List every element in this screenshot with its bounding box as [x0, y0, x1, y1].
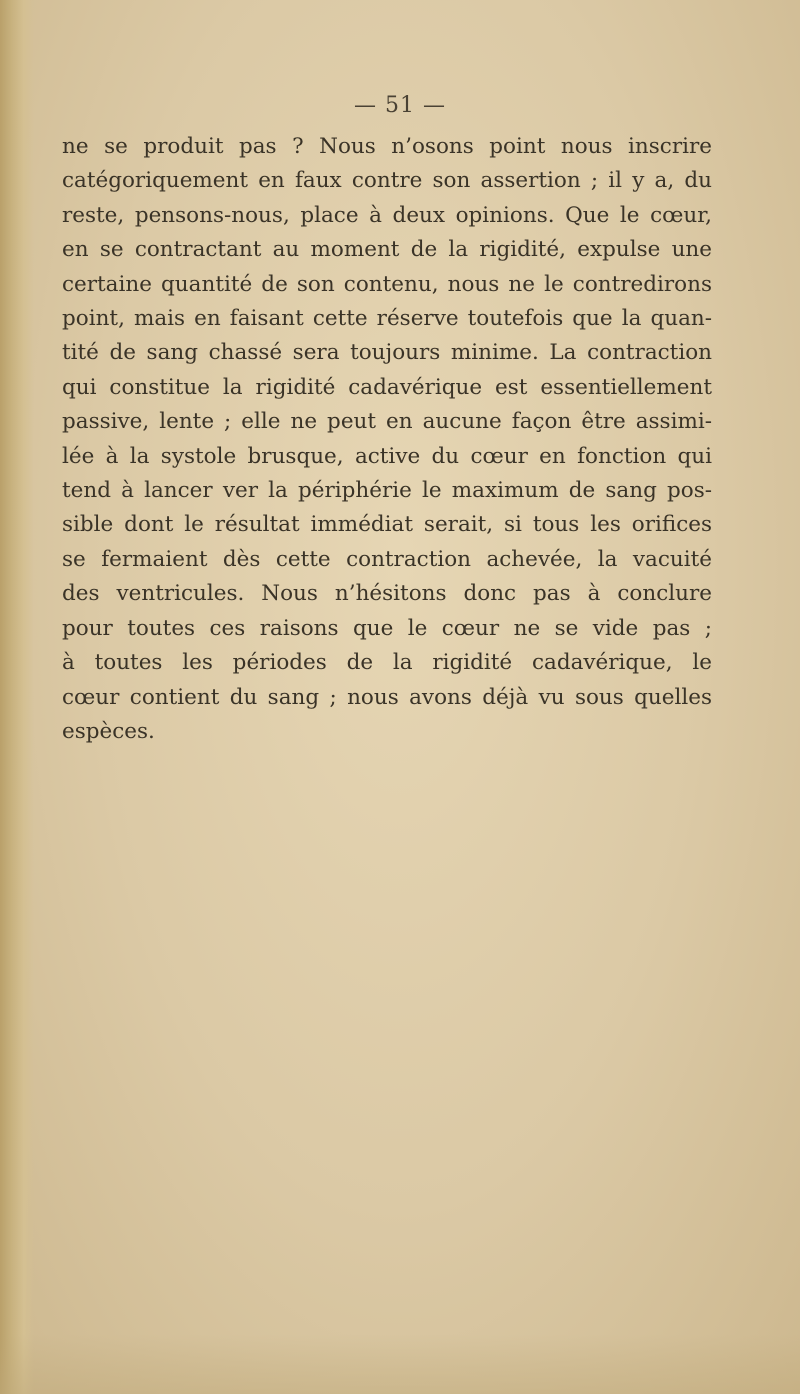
text-line: lée à la systole brusque, active du cœur en fonction qui [62, 443, 712, 469]
text-line: se fermaient dès cette contraction achevée, la vacuité [62, 546, 712, 572]
text-line: espèces. [62, 718, 155, 744]
text-line: catégoriquement en faux contre son assertion ; il y a, du [62, 168, 712, 194]
text-line: à toutes les périodes de la rigidité cadavérique, le [62, 650, 712, 676]
text-line: pour toutes ces raisons que le cœur ne se vide pas ; [62, 615, 712, 641]
text-line: passive, lente ; elle ne peut en aucune façon être assimi- [62, 409, 712, 435]
text-line: tend à lancer ver la périphérie le maximum de sang pos- [62, 478, 712, 504]
text-line: tité de sang chassé sera toujours minime. La contraction [62, 340, 712, 366]
page-bottom-shadow [0, 1334, 800, 1394]
page-number: — 51 — [354, 93, 446, 118]
text-line: cœur contient du sang ; nous avons déjà vu sous quelles [62, 684, 712, 710]
text-line: des ventricules. Nous n’hésitons donc pas à conclure [62, 581, 712, 607]
text-line: certaine quantité de son contenu, nous ne le contredirons [62, 271, 712, 297]
body-paragraph [62, 130, 712, 749]
text-line: sible dont le résultat immédiat serait, si tous les orifices [62, 512, 712, 538]
text-line: reste, pensons-nous, place à deux opinions. Que le cœur, [62, 202, 712, 228]
text-line: point, mais en faisant cette réserve toutefois que la quan- [62, 306, 712, 332]
page-binding-edge [0, 0, 34, 1394]
text-line: ne se produit pas ? Nous n’osons point nous inscrire [62, 134, 712, 159]
text-line: qui constitue la rigidité cadavérique est essentiellement [62, 374, 712, 400]
text-line: en se contractant au moment de la rigidité, expulse une [62, 237, 712, 263]
